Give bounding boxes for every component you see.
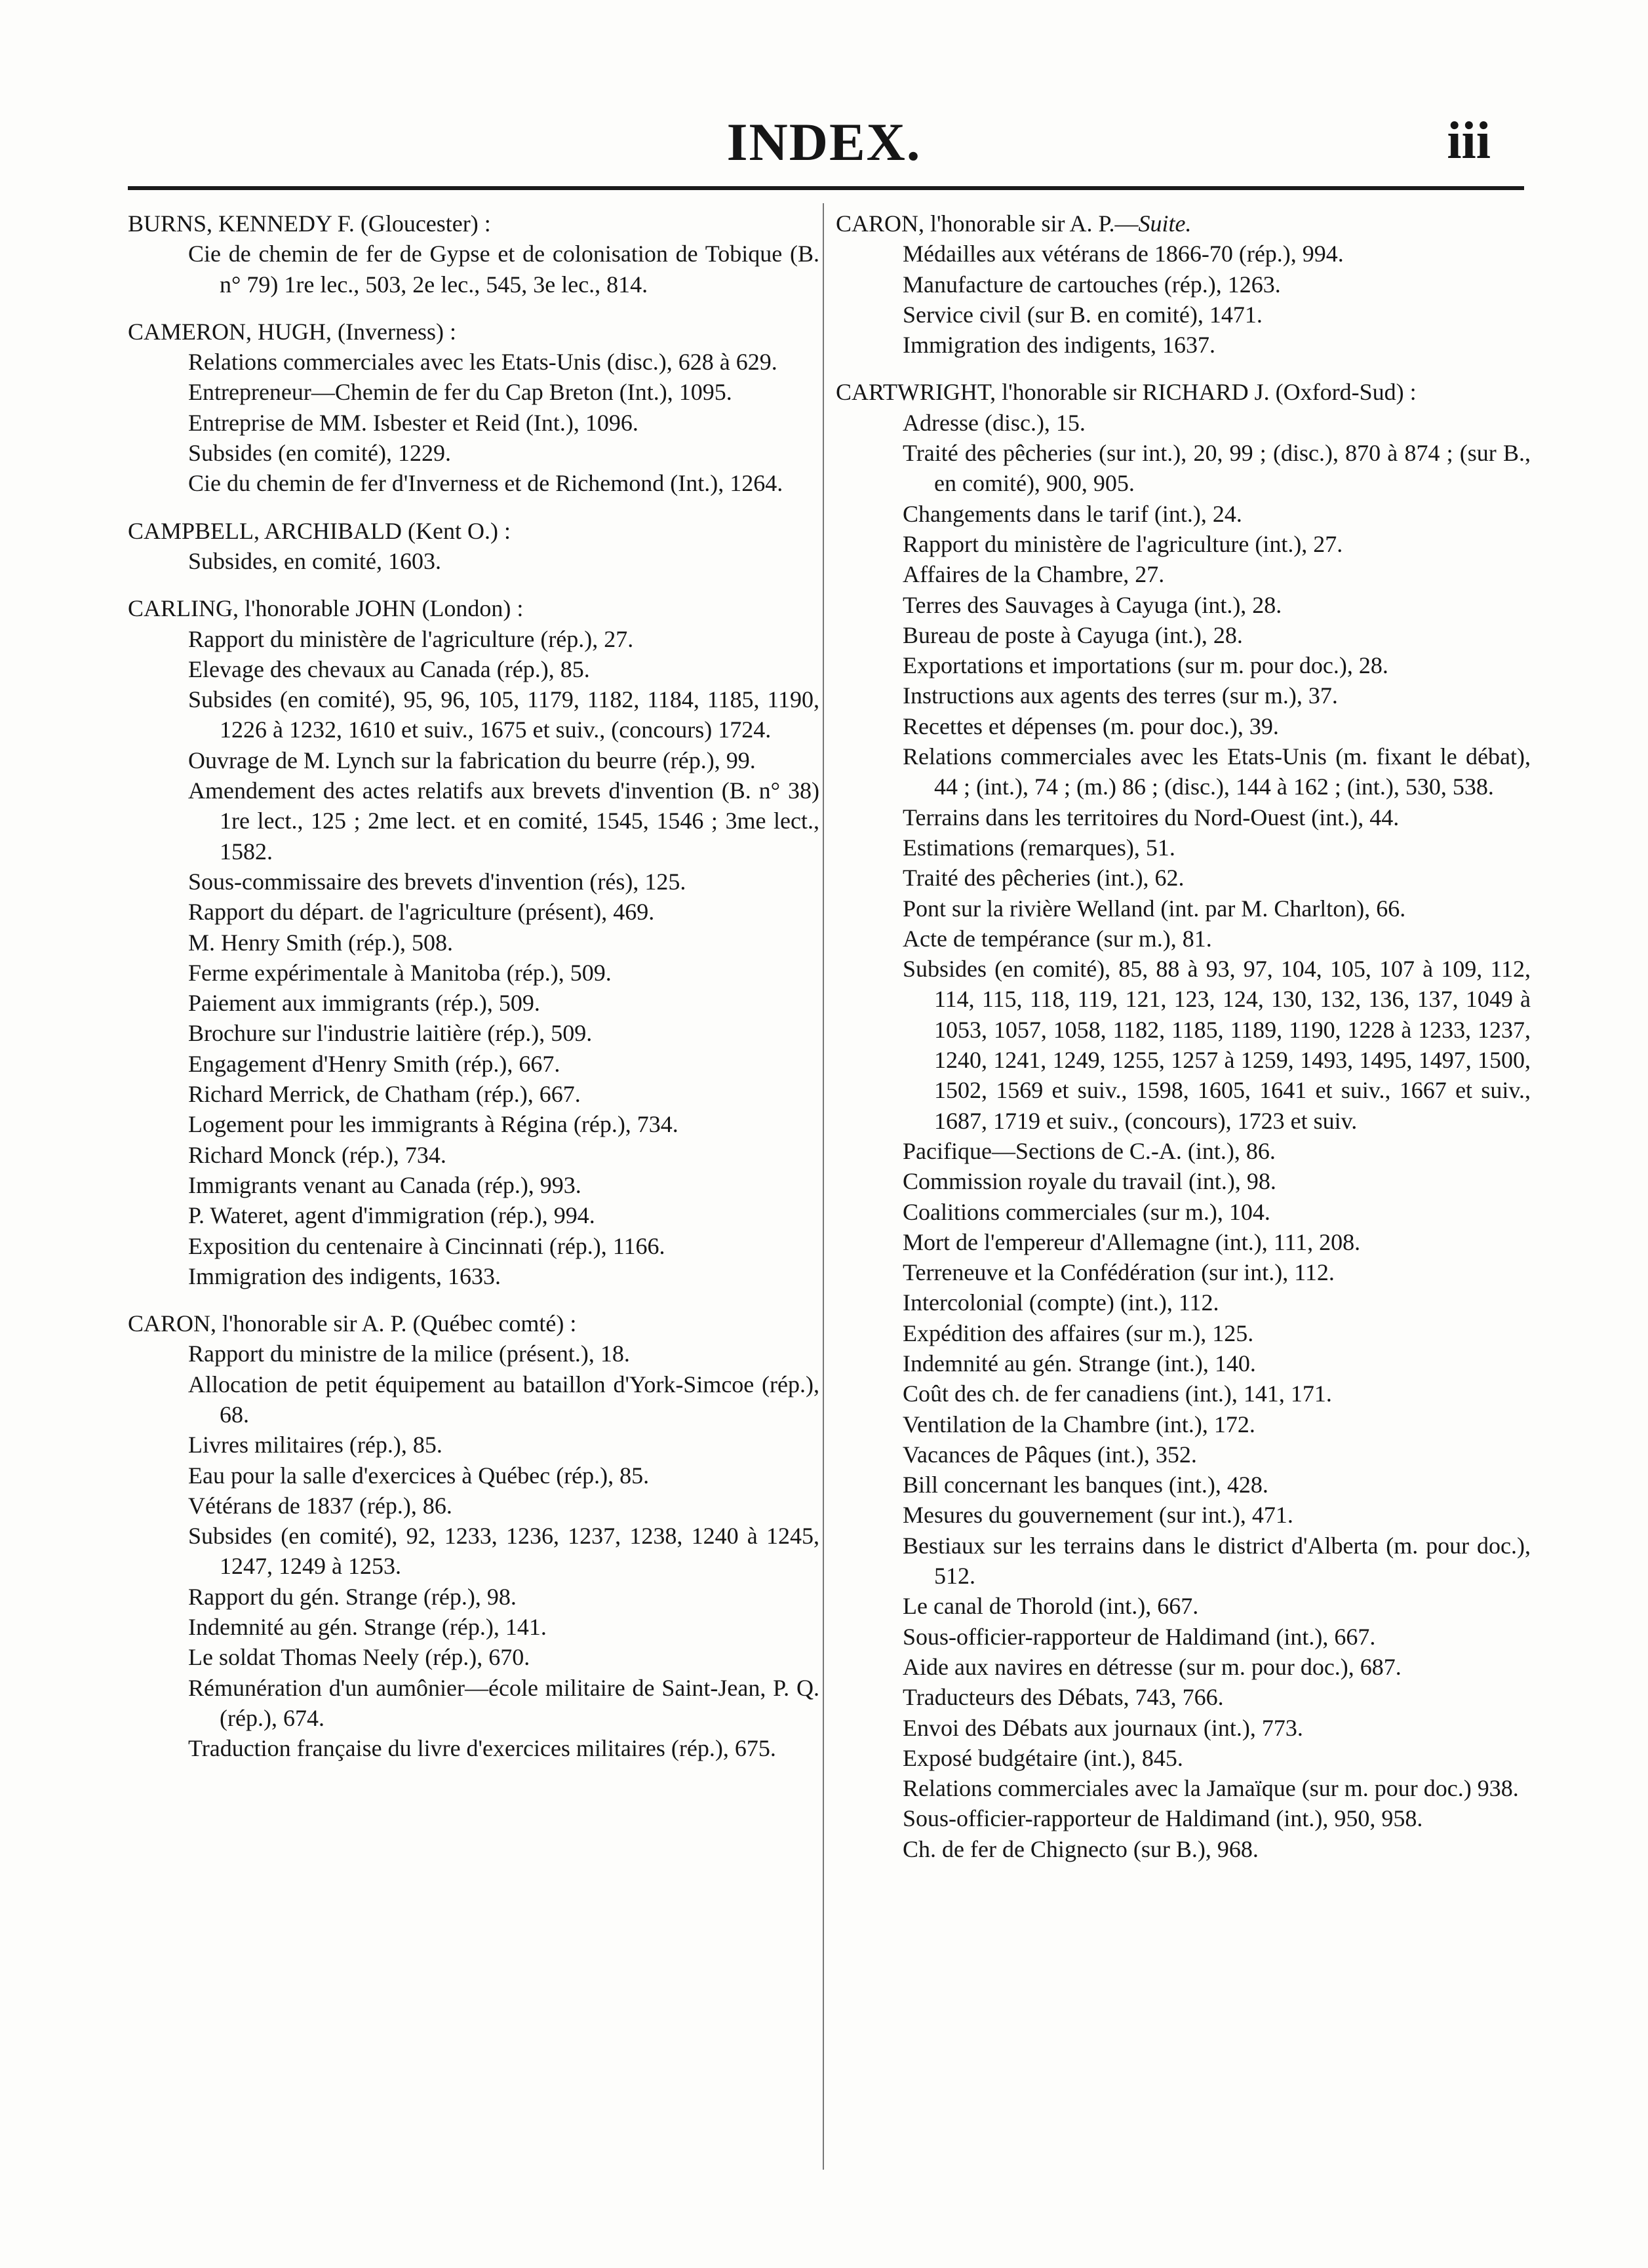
sub-entry: Ouvrage de M. Lynch sur la fabrication du beurre (rép.), 99. (188, 747, 756, 773)
sub-entry: Le soldat Thomas Neely (rép.), 670. (188, 1644, 530, 1671)
sub-entry: Indemnité au gén. Strange (rép.), 141. (188, 1614, 547, 1641)
sub-entry: Allocation de petit équipement au bataillon d'York-Simcoe (rép.), 68. (188, 1371, 819, 1428)
sub-entry: Rapport du départ. de l'agriculture (présent), 469. (188, 899, 655, 926)
sub-entry: Exportations et importations (sur m. pour doc.), 28. (903, 652, 1388, 679)
sub-entry: Ferme expérimentale à Manitoba (rép.), 509. (188, 959, 612, 986)
sub-entry: Exposé budgétaire (int.), 845. (903, 1744, 1183, 1771)
sub-entry: Commission royale du travail (int.), 98. (903, 1168, 1276, 1195)
sub-entry: Traduction française du livre d'exercices militaires (rép.), 675. (188, 1735, 776, 1762)
sub-entry: Traité des pêcheries (sur int.), 20, 99 ; (disc.), 870 à 874 ; (sur B., en comité), 900, 905. (903, 440, 1531, 497)
sub-entry: Elevage des chevaux au Canada (rép.), 85. (188, 655, 590, 682)
entry-detail: (Inverness) : (332, 318, 456, 345)
sub-entry: Adresse (disc.), 15. (903, 409, 1086, 436)
sub-entry: Relations commerciales avec les Etats-Unis (m. fixant le débat), 44 ; (int.), 74 ; (m.) 86 ; (disc.), 144 à 162 ; (int.), 530, 538. (903, 743, 1531, 800)
sub-entry: Médailles aux vétérans de 1866-70 (rép.), 994. (903, 241, 1344, 267)
sub-entry: Sous-officier-rapporteur de Haldimand (int.), 950, 958. (903, 1805, 1423, 1832)
sub-entry: Aide aux navires en détresse (sur m. pour doc.), 687. (903, 1653, 1402, 1680)
entry-heading (836, 377, 1531, 407)
index-entry (836, 377, 1531, 1864)
entry-detail: l'honorable sir A. P.— (924, 210, 1139, 237)
sub-entry: Amendement des actes relatifs aux brevets d'invention (B. n° 38) 1re lect., 125 ; 2me lect. et en comité, 1545, 1546 ; 3me lect., 1582. (188, 777, 819, 865)
entry-name: CARTWRIGHT, (836, 379, 996, 406)
sub-entry: Traducteurs des Débats, 743, 766. (903, 1684, 1224, 1711)
sub-entry: Acte de tempérance (sur m.), 81. (903, 925, 1212, 952)
sub-entry: Subsides (en comité), 92, 1233, 1236, 1237, 1238, 1240 à 1245, 1247, 1249 à 1253. (188, 1523, 819, 1580)
index-entry (128, 593, 819, 1291)
sub-entry: Vacances de Pâques (int.), 352. (903, 1441, 1197, 1468)
sub-entry: Cie de chemin de fer de Gypse et de colonisation de Tobique (B. n° 79) 1re lec., 503, 2e lec., 545, 3e lec., 814. (188, 241, 819, 298)
entry-name: CAMERON, HUGH, (128, 318, 332, 345)
sub-entry: Subsides (en comité), 85, 88 à 93, 97, 104, 105, 107 à 109, 112, 114, 115, 118, 119, 121, 123, 124, 130, 132, 136, 137, 1049 à 1053, 1057, 1058, 1182, 1185, 1189, 1190, 1228 à 1233, 1237, 1240, 1241, 1249, 1255, 1257 à 1259, 1493, 1495, 1497, 1500, 1502, 1569 et suiv., 1598, 1605, 1641 et suiv., 1667 et suiv., 1687, 1719 et suiv., (concours), 1723 et suiv. (903, 956, 1531, 1134)
sub-entry: Vétérans de 1837 (rép.), 86. (188, 1492, 452, 1519)
sub-entry: Sous-commissaire des brevets d'invention (rés), 125. (188, 868, 686, 895)
sub-entry: Mort de l'empereur d'Allemagne (int.), 111, 208. (903, 1228, 1361, 1255)
sub-entry: Estimations (remarques), 51. (903, 834, 1175, 861)
header-rule (128, 186, 1524, 190)
sub-entry: Logement pour les immigrants à Régina (rép.), 734. (188, 1111, 678, 1138)
entry-name: BURNS, KENNEDY F. (128, 210, 355, 237)
sub-entry: Terres des Sauvages à Cayuga (int.), 28. (903, 591, 1282, 618)
index-entry (128, 317, 819, 499)
entry-detail: l'honorable JOHN (London) : (239, 595, 524, 622)
entry-name: CARLING, (128, 595, 239, 622)
sub-entry: Terrains dans les territoires du Nord-Ouest (int.), 44. (903, 804, 1400, 831)
sub-entry: Terreneuve et la Confédération (sur int.), 112. (903, 1259, 1335, 1286)
sub-entry: Subsides, en comité, 1603. (188, 547, 441, 574)
sub-entry: Expédition des affaires (sur m.), 125. (903, 1320, 1254, 1346)
page-number: iii (1447, 112, 1491, 170)
sub-entry: Paiement aux immigrants (rép.), 509. (188, 990, 540, 1017)
sub-entry: Bureau de poste à Cayuga (int.), 28. (903, 621, 1243, 648)
sub-entry: Le canal de Thorold (int.), 667. (903, 1593, 1199, 1620)
index-entry (128, 208, 819, 300)
sub-entry: Immigration des indigents, 1633. (188, 1262, 501, 1289)
entry-name: CARON, (836, 210, 925, 237)
sub-entry: Affaires de la Chambre, 27. (903, 561, 1165, 588)
left-column (128, 208, 819, 1781)
sub-entry: Changements dans le tarif (int.), 24. (903, 500, 1242, 527)
page-title: INDEX. (726, 112, 922, 172)
entry-heading (128, 516, 819, 546)
sub-entry: Coût des ch. de fer canadiens (int.), 141, 171. (903, 1380, 1332, 1407)
entry-detail: (Gloucester) : (354, 210, 491, 237)
entry-heading (128, 317, 819, 347)
sub-entry: Eau pour la salle d'exercices à Québec (rép.), 85. (188, 1462, 650, 1489)
column-divider (823, 203, 824, 2170)
sub-entry: Richard Monck (rép.), 734. (188, 1141, 446, 1168)
sub-entry: Indemnité au gén. Strange (int.), 140. (903, 1350, 1256, 1377)
sub-entry: Entreprise de MM. Isbester et Reid (Int.), 1096. (188, 409, 638, 436)
entry-detail: (Kent O.) : (402, 517, 511, 544)
right-column (829, 208, 1531, 1881)
sub-entry: Immigration des indigents, 1637. (903, 332, 1215, 359)
sub-entry: Bill concernant les banques (int.), 428. (903, 1472, 1268, 1498)
index-entry-continuation (836, 208, 1531, 360)
sub-entry: Service civil (sur B. en comité), 1471. (903, 301, 1263, 328)
sub-entry: Manufacture de cartouches (rép.), 1263. (903, 271, 1281, 298)
sub-entry: Envoi des Débats aux journaux (int.), 773. (903, 1714, 1303, 1741)
entry-detail: l'honorable sir A. P. (Québec comté) : (216, 1310, 577, 1337)
entry-detail: l'honorable sir RICHARD J. (Oxford-Sud) : (996, 379, 1417, 406)
sub-entry: Subsides (en comité), 1229. (188, 440, 451, 467)
sub-entry: Brochure sur l'industrie laitière (rép.), 509. (188, 1020, 593, 1047)
entry-name: CARON, (128, 1310, 217, 1337)
entry-heading (128, 1308, 819, 1339)
sub-entry: Relations commerciales avec les Etats-Unis (disc.), 628 à 629. (188, 349, 777, 376)
sub-entry: Subsides (en comité), 95, 96, 105, 1179, 1182, 1184, 1185, 1190, 1226 à 1232, 1610 et suiv., 1675 et suiv., (concours) 1724. (188, 686, 819, 743)
sub-entry: Ch. de fer de Chignecto (sur B.), 968. (903, 1835, 1259, 1862)
sub-entry: Instructions aux agents des terres (sur m.), 37. (903, 682, 1338, 709)
sub-entry: P. Wateret, agent d'immigration (rép.), 994. (188, 1202, 595, 1229)
page-header (0, 98, 1648, 177)
entry-name: CAMPBELL, ARCHIBALD (128, 517, 402, 544)
sub-entry: Rémunération d'un aumônier—école militaire de Saint-Jean, P. Q. (rép.), 674. (188, 1674, 819, 1731)
sub-entry: Sous-officier-rapporteur de Haldimand (int.), 667. (903, 1623, 1376, 1650)
sub-entry: Traité des pêcheries (int.), 62. (903, 865, 1185, 891)
entry-heading (836, 208, 1531, 239)
sub-entry: Entrepreneur—Chemin de fer du Cap Breton (Int.), 1095. (188, 379, 732, 406)
entry-heading (128, 208, 819, 239)
sub-entry: Intercolonial (compte) (int.), 112. (903, 1289, 1219, 1316)
sub-entry: Livres militaires (rép.), 85. (188, 1432, 442, 1458)
sub-entry: Immigrants venant au Canada (rép.), 993. (188, 1171, 581, 1198)
sub-entry: Exposition du centenaire à Cincinnati (rép.), 1166. (188, 1232, 665, 1259)
sub-entry: Pacifique—Sections de C.-A. (int.), 86. (903, 1137, 1276, 1164)
sub-entry: Relations commerciales avec la Jamaïque (sur m. pour doc.) 938. (903, 1775, 1519, 1802)
sub-entry: Richard Merrick, de Chatham (rép.), 667. (188, 1081, 581, 1108)
sub-entry: Cie du chemin de fer d'Inverness et de Richemond (Int.), 1264. (188, 470, 783, 497)
sub-entry: Mesures du gouvernement (sur int.), 471. (903, 1502, 1293, 1529)
sub-entry: Recettes et dépenses (m. pour doc.), 39. (903, 713, 1279, 739)
sub-entry: Rapport du gén. Strange (rép.), 98. (188, 1583, 517, 1610)
index-entry (128, 516, 819, 577)
sub-entry: Pont sur la rivière Welland (int. par M. Charlton), 66. (903, 895, 1406, 922)
sub-entry: Rapport du ministère de l'agriculture (int.), 27. (903, 530, 1343, 557)
index-entry (128, 1308, 819, 1763)
sub-entry: Ventilation de la Chambre (int.), 172. (903, 1411, 1255, 1437)
sub-entry: M. Henry Smith (rép.), 508. (188, 929, 453, 956)
entry-suite: Suite. (1138, 210, 1192, 237)
sub-entry: Bestiaux sur les terrains dans le district d'Alberta (m. pour doc.), 512. (903, 1532, 1531, 1590)
sub-entry: Engagement d'Henry Smith (rép.), 667. (188, 1050, 560, 1077)
sub-entry: Rapport du ministre de la milice (présent.), 18. (188, 1340, 630, 1367)
entry-heading (128, 593, 819, 623)
sub-entry: Coalitions commerciales (sur m.), 104. (903, 1198, 1270, 1225)
sub-entry: Rapport du ministère de l'agriculture (rép.), 27. (188, 625, 634, 652)
